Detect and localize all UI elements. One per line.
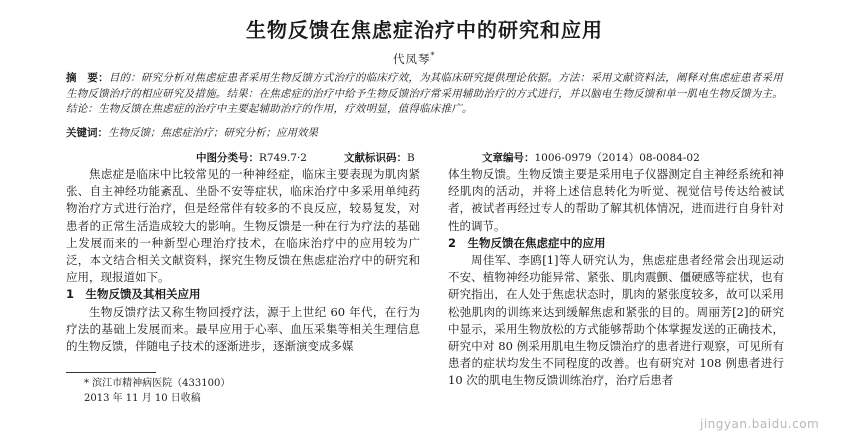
clc-number: [196, 150, 307, 165]
footnote-affiliation: * 滨江市精神病医院（433100）: [84, 378, 231, 389]
intro-paragraph: 焦虑症是临床中比较常见的一种神经症，临床主要表现为肌肉紧张、自主神经功能紊乱、坐卧不安等症状，临床治疗中多采用单纯药物治疗方式进行治疗，但是经常伴有较多的不良反应，较易复发，对患者的正常生活造成较大的影响。生物反馈是一种在行为疗法的基础上发展而来的一种新型心理治疗技术，在临床治疗中的应用较为广泛，本文结合相关文献资料，探究生物反馈在焦虑症治疗中的研究和应用，现报道如下。: [66, 167, 420, 285]
footnote: [84, 376, 230, 406]
keywords: [66, 126, 784, 141]
keywords-text: 生物反馈；焦虑症治疗；研究分析；应用效果: [108, 127, 318, 139]
clc-label: 中图分类号：: [196, 152, 259, 164]
left-column: [66, 166, 420, 355]
author-line: [393, 51, 436, 67]
article-title: 生物反馈在焦虑症治疗中的研究和应用: [246, 18, 603, 42]
continued-paragraph: 体生物反馈。生物反馈主要是采用电子仪器测定自主神经系统和神经肌肉的活动，并将上述信息转化为听觉、视觉信号传达给被试者，被试者再经过专人的帮助了解其机体情况，进而进行自身针对性的调节。: [448, 167, 784, 233]
footnote-received-date: 2013 年 11 月 10 日收稿: [84, 393, 201, 404]
abstract: [66, 71, 784, 118]
section-2-paragraph: 周佳军、李鸥[1]等人研究认为，焦虑症患者经常会出现运动不安、植物神经功能异常、紧张、肌肉震颤、僵硬感等症状，也有研究指出，在人处于焦虑状态时，肌肉的紧张度较多，故可以采用松弛肌肉的训练来达到缓解焦虑和紧张的目的。周丽芳[2]的研究中显示，采用生物放松的方式能够帮助个体掌握发送的正确技术，研究中对 80 例采用肌电生物反馈治疗的患者进行观察，可见所有患者的症状均发生不同程度的改善。也有研究对 108 例患者进行 10 次的肌电生物反馈训练治疗，治疗后患者: [448, 253, 784, 388]
abstract-text: 目的：研究分析对焦虑症患者采用生物反馈方式治疗的临床疗效，为其临床研究提供理论依据。方法：采用文献资料法，阐释对焦虑症患者采用生物反馈治疗的相应研究及措施。结果：在焦虑症的治疗中给予生物反馈治疗常采用辅助治疗的方式进行，并以脑电生物反馈和单一肌电生物反馈为主。结论：生物反馈在焦虑症的治疗中主要起辅助治疗的作用，疗效明显，值得临床推广。: [66, 72, 783, 115]
section-1-paragraph: 生物反馈疗法又称生物回授疗法，源于上世纪 60 年代，在行为疗法的基础上发展而来。最早应用于心率、血压采集等相关生理信息的生物反馈，伴随电子技术的逐渐进步，逐渐演变成多媒: [66, 304, 420, 354]
author-name: 代凤琴: [393, 52, 431, 66]
keywords-label: 关键词：: [66, 127, 108, 139]
section-heading-1: 1 生物反馈及其相关应用: [66, 287, 201, 302]
doc-label: 文献标识码：: [344, 152, 407, 164]
footnote-divider: [66, 372, 156, 373]
clc-value: R749.7·2: [259, 152, 307, 164]
author-mark: *: [430, 51, 436, 61]
article-number: [482, 150, 700, 165]
abstract-label: 摘 要：: [66, 72, 109, 84]
section-heading-2: 2 生物反馈在焦虑症中的应用: [448, 235, 606, 250]
watermark: jingyan.baidu.com: [700, 417, 820, 431]
doc-code: [344, 150, 415, 165]
article-no-value: 1006-0979（2014）08-0084-02: [534, 152, 700, 164]
article-no-label: 文章编号：: [482, 152, 535, 164]
right-column: [448, 166, 784, 390]
doc-value: B: [407, 152, 415, 164]
